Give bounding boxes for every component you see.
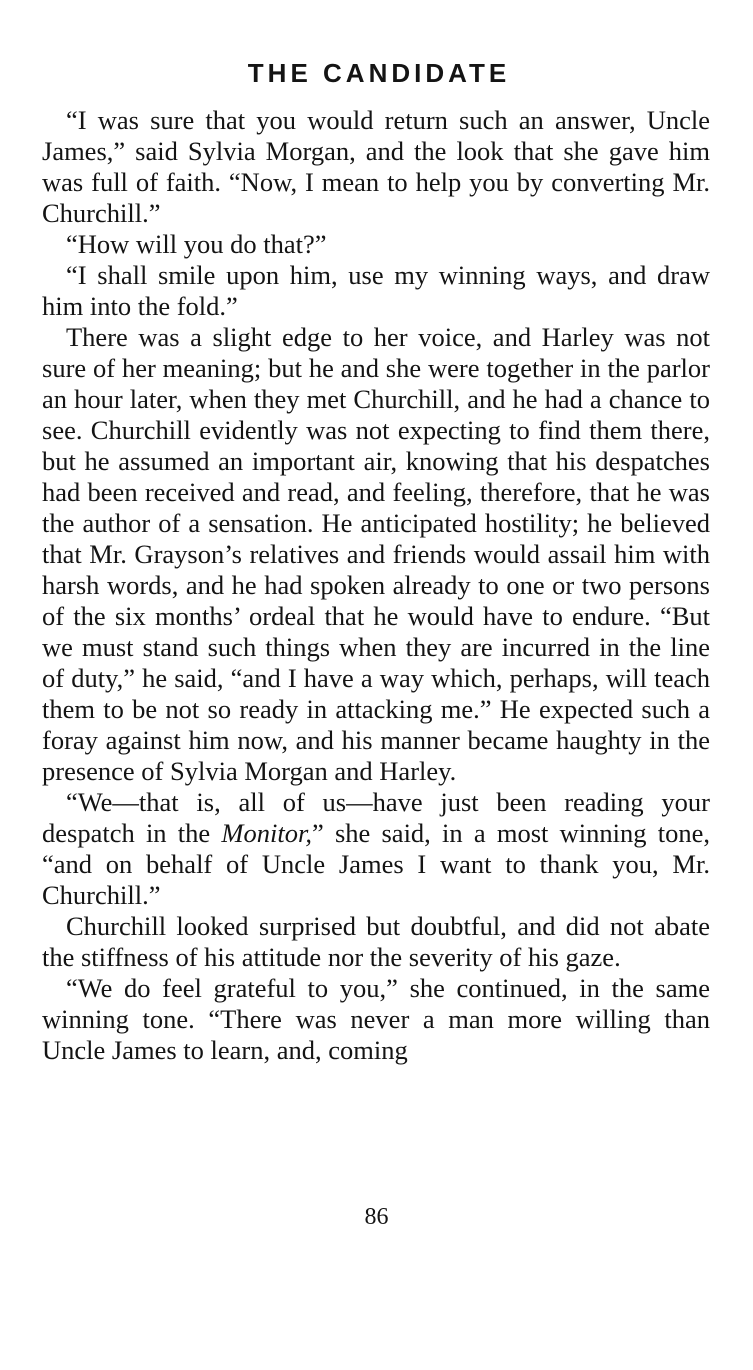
paragraph-5-text-a: “We—that is, all of us—have just been reading your despatch in the: [42, 787, 710, 848]
page-number: 86: [364, 1204, 389, 1230]
paragraph-5: [42, 787, 710, 911]
paragraph-1: “I was sure that you would return such an answer, Uncle James,” said Sylvia Morgan, and the look that she gave him was full of faith. “Now, I mean to help you by converting Mr. Churchill.”: [42, 105, 710, 228]
paragraph-5-text-b: ” she said, in a most winning tone, “and on behalf of Uncle James I want to thank you, Mr. Churchill.”: [42, 818, 710, 910]
paragraph-3: “I shall smile upon him, use my winning ways, and draw him into the fold.”: [42, 260, 710, 321]
paragraph-6: Churchill looked surprised but doubtful, and did not abate the stiffness of his attitude nor the severity of his gaze.: [42, 911, 710, 972]
paragraph-4: There was a slight edge to her voice, and Harley was not sure of her meaning; but he and she were together in the parlor an hour later, when they met Churchill, and he had a chance to see. Churchill evidently was not expecting to find them there, but he assumed an important air, knowing that his despatches had been received and read, and feeling, therefore, that he was the author of a sensation. He anticipated hostility; he believed that Mr. Grayson’s relatives and friends would assail him with harsh words, and he had spoken already to one or two persons of the six months’ ordeal that he would have to endure. “But we must stand such things when they are incurred in the line of duty,” he said, “and I have a way which, perhaps, will teach them to be not so ready in attacking me.” He expected such a foray against him now, and his manner became haughty in the presence of Sylvia Morgan and Harley.: [42, 322, 710, 786]
paragraph-2: “How will you do that?”: [66, 229, 327, 259]
book-page: [42, 58, 710, 1066]
running-head: THE CANDIDATE: [247, 58, 511, 88]
paragraph-7: “We do feel grateful to you,” she continued, in the same winning tone. “There was never a man more willing than Uncle James to learn, and, coming: [42, 973, 710, 1065]
monitor-title-italic: Monitor,: [221, 818, 312, 848]
